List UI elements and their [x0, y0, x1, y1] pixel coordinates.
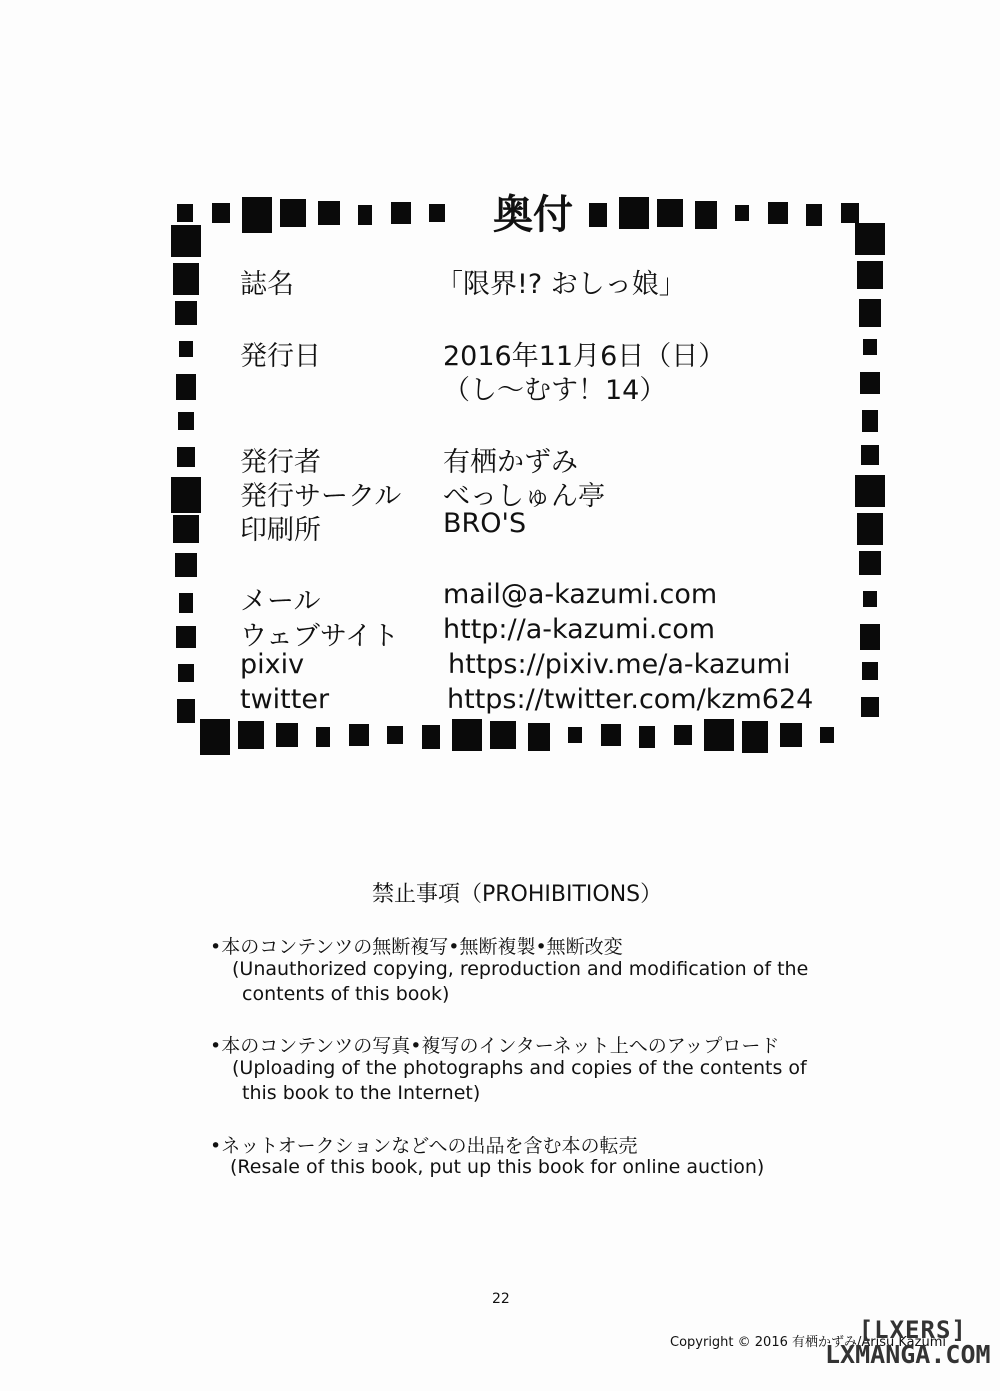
colophon-title: 奥付: [493, 192, 573, 238]
frame-square: [179, 593, 193, 613]
prohibition-1-jp: •本のコンテンツの無断複写•無断複製•無断改変: [210, 936, 623, 958]
frame-square: [177, 699, 195, 723]
frame-square: [176, 374, 196, 400]
label-title: 誌名: [240, 269, 294, 300]
frame-square: [280, 199, 306, 227]
value-website[interactable]: http://a-kazumi.com: [443, 614, 716, 645]
frame-square: [276, 723, 298, 747]
frame-square: [358, 205, 372, 225]
frame-square: [177, 204, 193, 222]
frame-square: [318, 201, 340, 225]
frame-square: [528, 723, 550, 751]
value-twitter[interactable]: https://twitter.com/kzm624: [447, 684, 814, 715]
frame-square: [862, 410, 878, 432]
frame-square: [820, 727, 834, 743]
frame-square: [857, 261, 883, 289]
label-publisher: 発行者: [240, 447, 321, 478]
frame-square: [589, 203, 607, 227]
frame-square: [179, 341, 193, 357]
frame-square: [860, 624, 880, 650]
frame-square: [860, 372, 880, 394]
frame-square: [841, 203, 859, 223]
frame-square: [704, 719, 734, 751]
page-number: 22: [492, 1291, 510, 1307]
frame-square: [855, 475, 885, 507]
label-pixiv: pixiv: [240, 649, 305, 680]
copyright: Copyright © 2016 有栖かずみ/Arisu Kazumi: [670, 1335, 946, 1350]
prohibition-3-jp: •ネットオークションなどへの出品を含む本の転売: [210, 1135, 638, 1157]
label-circle: 発行サークル: [240, 481, 402, 512]
frame-square: [175, 301, 197, 325]
prohibition-1-en-cont: contents of this book): [242, 983, 450, 1005]
prohibition-2-jp: •本のコンテンツの写真•複写のインターネット上へのアップロード: [210, 1035, 780, 1057]
frame-square: [177, 447, 195, 467]
frame-square: [242, 197, 272, 233]
frame-square: [619, 197, 649, 229]
frame-square: [742, 721, 768, 753]
frame-square: [387, 726, 403, 744]
frame-square: [171, 225, 201, 257]
frame-square: [490, 721, 516, 749]
prohibition-1-en: (Unauthorized copying, reproduction and modification of the: [232, 958, 809, 980]
frame-square: [859, 551, 881, 575]
label-website: ウェブサイト: [240, 621, 400, 652]
frame-square: [316, 727, 330, 747]
frame-square: [175, 553, 197, 577]
frame-square: [452, 719, 482, 751]
frame-square: [806, 204, 822, 226]
frame-square: [639, 726, 655, 748]
frame-square: [349, 724, 369, 746]
value-pixiv[interactable]: https://pixiv.me/a-kazumi: [448, 649, 791, 680]
value-title: 「限界!? おしっ娘」: [436, 269, 686, 300]
frame-square: [863, 339, 877, 355]
value-event: （し～むす！14）: [443, 375, 667, 406]
frame-square: [862, 662, 878, 680]
frame-square: [212, 203, 230, 223]
frame-square: [857, 513, 883, 545]
frame-square: [768, 202, 788, 224]
label-date: 発行日: [240, 341, 321, 372]
frame-square: [178, 412, 194, 430]
frame-square: [391, 202, 411, 224]
frame-square: [863, 591, 877, 607]
frame-square: [674, 725, 692, 745]
value-publisher: 有栖かずみ: [443, 447, 578, 478]
frame-square: [429, 204, 445, 222]
value-printer: BRO'S: [443, 508, 527, 539]
value-circle: べっしゅん亭: [443, 481, 605, 512]
value-mail[interactable]: mail@a-kazumi.com: [443, 579, 718, 610]
frame-square: [422, 725, 440, 749]
label-printer: 印刷所: [240, 515, 321, 546]
prohibition-2-en: (Uploading of the photographs and copies of the contents of: [232, 1057, 807, 1079]
watermark-line2: LXMANGA.COM: [825, 1340, 991, 1369]
label-twitter: twitter: [240, 684, 330, 715]
prohibition-2-en-cont: this book to the Internet): [242, 1082, 481, 1104]
frame-square: [855, 223, 885, 255]
label-mail: メール: [240, 586, 321, 617]
watermark-logo: [825, 1316, 991, 1369]
frame-square: [171, 477, 201, 513]
frame-square: [657, 199, 683, 227]
frame-square: [780, 723, 802, 747]
frame-square: [178, 664, 194, 682]
frame-square: [735, 205, 749, 221]
frame-square: [861, 445, 879, 465]
frame-square: [176, 626, 196, 648]
frame-square: [601, 724, 621, 746]
frame-square: [859, 299, 881, 327]
frame-square: [173, 515, 199, 543]
prohibitions-title: 禁止事項（PROHIBITIONS）: [372, 882, 663, 907]
frame-square: [173, 263, 199, 295]
frame-square: [861, 697, 879, 717]
value-date: 2016年11月6日（日）: [443, 341, 726, 372]
frame-square: [695, 201, 717, 229]
watermark-line1: [LXERS]: [858, 1316, 967, 1344]
prohibition-3-en: (Resale of this book, put up this book for online auction): [230, 1156, 765, 1178]
frame-square: [238, 721, 264, 749]
frame-square: [568, 727, 582, 743]
frame-square: [200, 719, 230, 755]
